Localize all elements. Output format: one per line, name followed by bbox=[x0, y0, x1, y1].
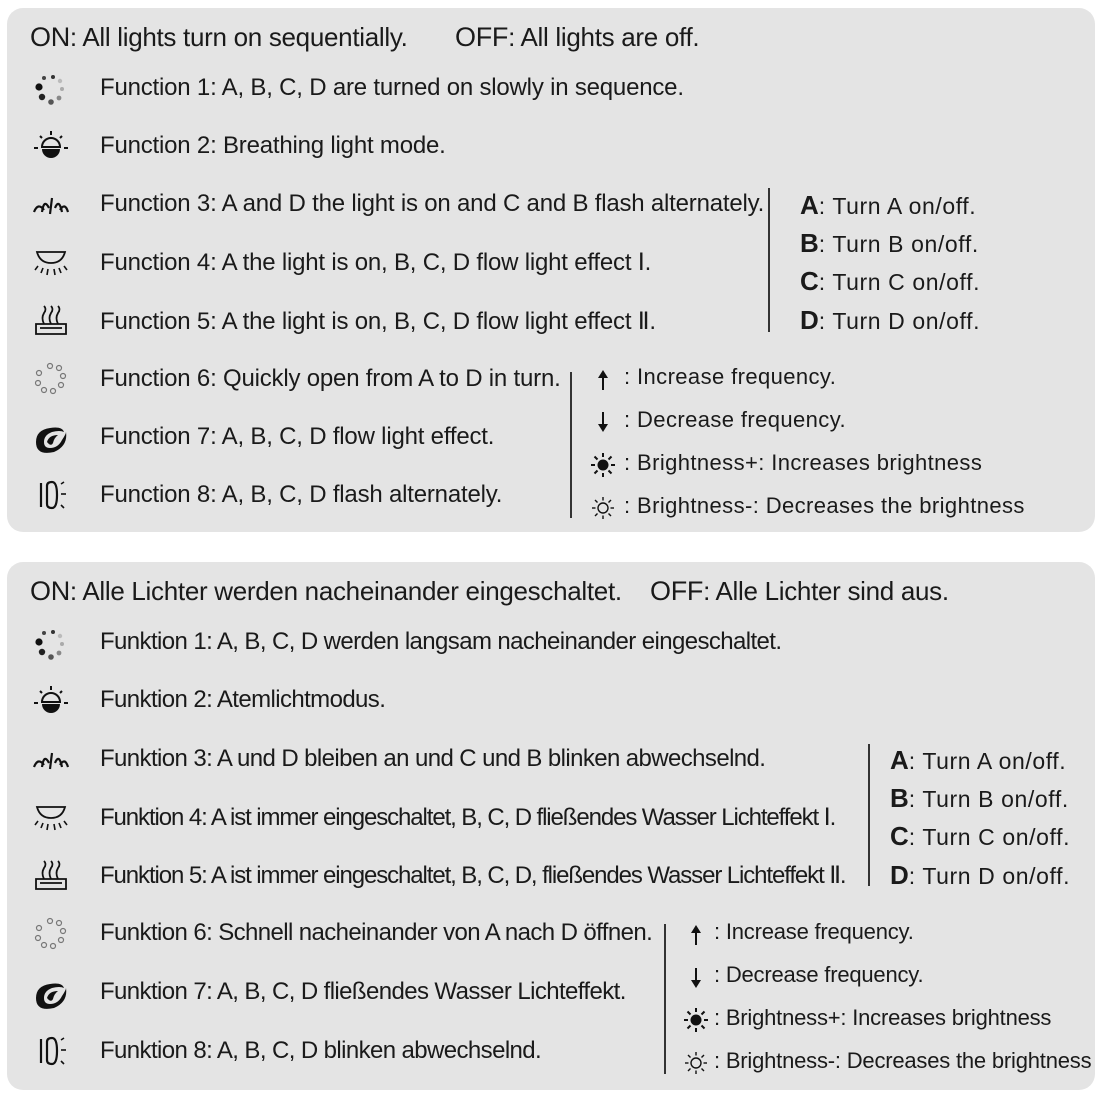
flow-effect-1-icon bbox=[32, 801, 70, 835]
off-description bbox=[455, 22, 699, 53]
button-a-text: : Turn A on/off. bbox=[818, 193, 977, 219]
button-d-key: D bbox=[800, 305, 819, 335]
button-b-legend-de bbox=[890, 783, 1069, 814]
button-a-key-de: A bbox=[890, 745, 909, 775]
funktion-2-label: Funktion 2: Atemlichtmodus. bbox=[100, 686, 386, 713]
function-8-label: Function 8: A, B, C, D flash alternately. bbox=[100, 481, 503, 508]
on-description bbox=[30, 22, 408, 53]
divider-line bbox=[664, 924, 666, 1074]
function-7-label: Function 7: A, B, C, D flow light effect. bbox=[100, 423, 495, 450]
on-text: : All lights turn on sequentially. bbox=[69, 22, 408, 52]
flow-effect-2-icon bbox=[32, 859, 70, 893]
button-c-text: : Turn C on/off. bbox=[818, 269, 981, 295]
button-d-legend-de bbox=[890, 860, 1070, 891]
flash-alternate-icon bbox=[32, 188, 70, 222]
off-key: OFF bbox=[455, 22, 509, 52]
on-key-de: ON bbox=[30, 576, 70, 606]
dots-sequence-icon bbox=[32, 72, 70, 106]
divider-line bbox=[868, 744, 870, 886]
button-a-text-de: : Turn A on/off. bbox=[908, 748, 1067, 774]
funktion-1-label: Funktion 1: A, B, C, D werden langsam nacheinander eingeschaltet. bbox=[100, 628, 782, 655]
flash-icon bbox=[32, 478, 70, 512]
flow-light-icon bbox=[32, 976, 70, 1010]
button-d-key-de: D bbox=[890, 860, 909, 890]
decrease-frequency-text: : Decrease frequency. bbox=[624, 407, 846, 432]
brightness-plus-text-de: : Brightness+: Increases brightness bbox=[714, 1005, 1052, 1030]
brightness-minus-text: : Brightness-: Decreases the brightness bbox=[624, 493, 1025, 518]
brightness-plus-text: : Brightness+: Increases brightness bbox=[624, 450, 983, 475]
flash-icon bbox=[32, 1034, 70, 1068]
off-description-de bbox=[650, 576, 949, 607]
button-b-text-de: : Turn B on/off. bbox=[908, 786, 1069, 812]
button-c-key-de: C bbox=[890, 821, 909, 851]
increase-frequency-text-de: : Increase frequency. bbox=[714, 919, 914, 944]
sun-filled-icon bbox=[590, 452, 616, 478]
increase-frequency-text: : Increase frequency. bbox=[624, 364, 837, 389]
function-6-label: Function 6: Quickly open from A to D in turn. bbox=[100, 365, 561, 392]
on-text-de: : Alle Lichter werden nacheinander eingeschaltet. bbox=[69, 576, 622, 606]
off-text-de: : Alle Lichter sind aus. bbox=[703, 576, 949, 606]
function-1-label: Function 1: A, B, C, D are turned on slowly in sequence. bbox=[100, 74, 684, 101]
quick-open-icon bbox=[32, 917, 70, 951]
flash-alternate-icon bbox=[32, 743, 70, 777]
button-b-text: : Turn B on/off. bbox=[818, 231, 979, 257]
function-4-label: Function 4: A the light is on, B, C, D flow light effect Ⅰ. bbox=[100, 249, 652, 276]
button-c-legend bbox=[800, 266, 980, 297]
button-d-text: : Turn D on/off. bbox=[818, 308, 981, 334]
flow-effect-1-icon bbox=[32, 246, 70, 280]
function-2-label: Function 2: Breathing light mode. bbox=[100, 132, 446, 159]
breathing-light-icon bbox=[32, 130, 70, 164]
brightness-minus-text-de: : Brightness-: Decreases the brightness bbox=[714, 1048, 1092, 1073]
funktion-7-label: Funktion 7: A, B, C, D fließendes Wasser Lichteffekt. bbox=[100, 978, 626, 1005]
dots-sequence-icon bbox=[32, 627, 70, 661]
funktion-4-label: Funktion 4: A ist immer eingeschaltet, B, C, D fließendes Wasser Lichteffekt Ⅰ. bbox=[100, 804, 836, 831]
sun-outline-icon bbox=[683, 1050, 709, 1076]
button-b-key: B bbox=[800, 228, 819, 258]
arrow-down-icon bbox=[683, 965, 709, 991]
funktion-5-label: Funktion 5: A ist immer eingeschaltet, B, C, D, fließendes Wasser Lichteffekt Ⅱ. bbox=[100, 862, 846, 889]
function-3-label: Function 3: A and D the light is on and C and B flash alternately. bbox=[100, 190, 765, 217]
on-key: ON bbox=[30, 22, 70, 52]
divider-line bbox=[570, 372, 572, 518]
decrease-frequency-text-de: : Decrease frequency. bbox=[714, 962, 924, 987]
button-c-text-de: : Turn C on/off. bbox=[908, 824, 1071, 850]
button-c-legend-de bbox=[890, 821, 1070, 852]
button-a-key: A bbox=[800, 190, 819, 220]
sun-filled-icon bbox=[683, 1007, 709, 1033]
breathing-light-icon bbox=[32, 685, 70, 719]
off-text: : All lights are off. bbox=[508, 22, 700, 52]
button-b-legend bbox=[800, 228, 979, 259]
arrow-down-icon bbox=[590, 409, 616, 435]
divider-line bbox=[768, 188, 770, 332]
funktion-6-label: Funktion 6: Schnell nacheinander von A nach D öffnen. bbox=[100, 919, 653, 946]
funktion-3-label: Funktion 3: A und D bleiben an und C und B blinken abwechselnd. bbox=[100, 745, 766, 772]
button-a-legend-de bbox=[890, 745, 1066, 776]
arrow-up-icon bbox=[590, 367, 616, 393]
sun-outline-icon bbox=[590, 495, 616, 521]
button-d-legend bbox=[800, 305, 980, 336]
button-d-text-de: : Turn D on/off. bbox=[908, 863, 1071, 889]
button-b-key-de: B bbox=[890, 783, 909, 813]
arrow-up-icon bbox=[683, 922, 709, 948]
quick-open-icon bbox=[32, 362, 70, 396]
funktion-8-label: Funktion 8: A, B, C, D blinken abwechselnd. bbox=[100, 1037, 542, 1064]
on-description-de bbox=[30, 576, 622, 607]
button-a-legend bbox=[800, 190, 976, 221]
button-c-key: C bbox=[800, 266, 819, 296]
function-5-label: Function 5: A the light is on, B, C, D flow light effect Ⅱ. bbox=[100, 308, 656, 335]
off-key-de: OFF bbox=[650, 576, 704, 606]
flow-light-icon bbox=[32, 420, 70, 454]
flow-effect-2-icon bbox=[32, 304, 70, 338]
